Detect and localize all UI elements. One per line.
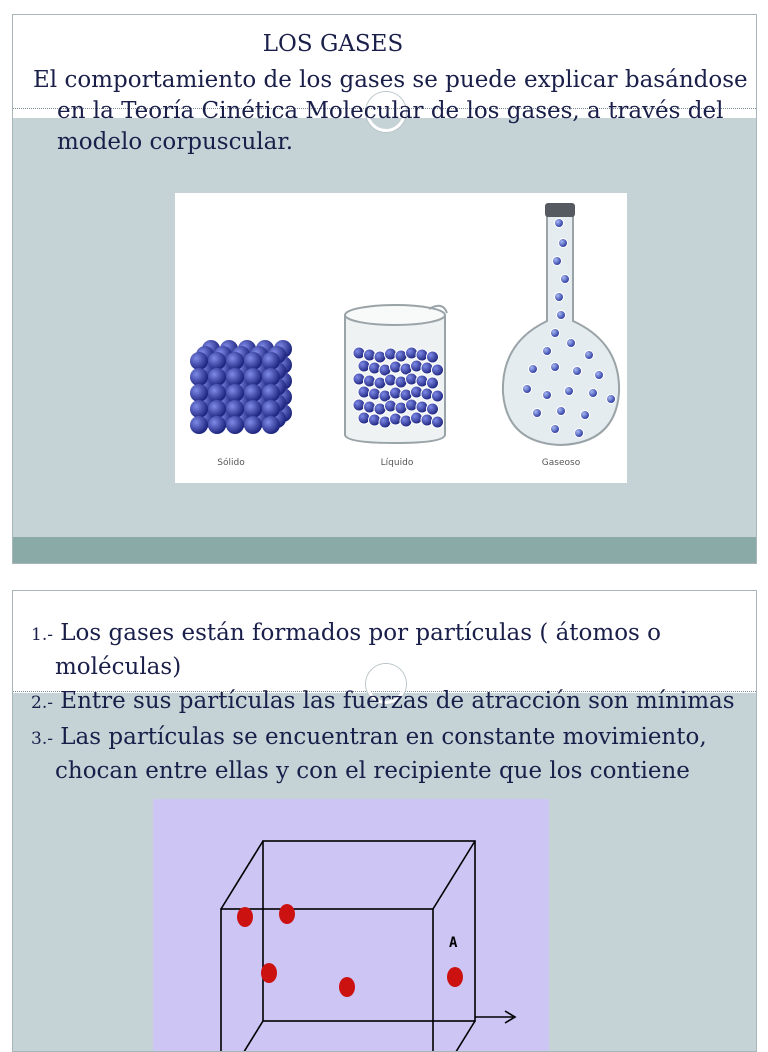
particle-dot [353,373,365,385]
particle-dot [208,384,226,402]
red-particle-dot [339,977,355,997]
particle-dot [244,416,262,434]
particle-dot [567,339,576,348]
particle-dot [555,219,564,228]
particle-dot [262,352,280,370]
particle-dot [208,368,226,386]
particle-dot [358,412,370,424]
solid-particles [190,340,292,434]
theory-postulates-list [31,617,751,789]
particle-dot [551,329,560,338]
particle-dot [190,352,208,370]
slide-1 [12,14,757,564]
particle-dot [411,360,423,372]
particle-dot [427,403,439,415]
caption-gas: Gaseoso [541,458,581,468]
intro-line-3: modelo corpuscular. [57,129,294,155]
slide-2 [12,590,757,1052]
caption-solid: Sólido [217,458,245,468]
container-box-icon [221,841,515,1052]
slide-footer-band [13,537,756,563]
particle-dot [607,395,616,404]
particle-dot [226,352,244,370]
list-text-cont: moléculas) [55,654,182,680]
particle-dot [432,416,444,428]
particle-dot [262,368,280,386]
red-particle-dot [237,907,253,927]
particle-dot [385,400,397,412]
particle-dot [244,384,262,402]
gas-container-figure [153,799,549,1052]
particle-dot [369,362,381,374]
particle-dot [226,384,244,402]
particle-dot [565,387,574,396]
gas-container-illustration [153,799,549,1052]
particle-dot [555,293,564,302]
states-of-matter-figure [175,193,627,483]
list-text: Las partículas se encuentran en constante movimiento, [52,724,707,750]
list-number: 2.- [31,693,53,713]
particle-dot [358,386,370,398]
particle-dot [262,416,280,434]
particle-dot [358,360,370,372]
particle-dot [353,347,365,359]
particle-dot [190,416,208,434]
list-item [31,617,751,683]
slide-title: LOS GASES [262,31,404,57]
intro-paragraph [33,65,753,158]
particle-dot [589,389,598,398]
intro-line-2: en la Teoría Cinética Molecular de los gases, a través del [57,98,724,124]
particle-dot [226,400,244,418]
particle-dot [553,257,562,266]
list-item [31,721,751,787]
particle-dot [244,400,262,418]
particle-dot [573,367,582,376]
particle-dot [208,400,226,418]
particle-dot [390,361,402,373]
particle-dot [244,352,262,370]
particle-dot [557,407,566,416]
particle-dot [416,401,428,413]
list-text: Los gases están formados por partículas ( átomos o [52,620,662,646]
list-item [31,685,751,719]
particle-dot [432,390,444,402]
particle-dot [561,275,570,284]
particle-dot [406,399,418,411]
particle-dot [411,412,423,424]
particle-dot [551,363,560,372]
particle-dot [543,391,552,400]
particle-dot [190,400,208,418]
particle-dot [416,375,428,387]
particle-dot [529,365,538,374]
liquid-particles [353,347,444,428]
intro-line-1: El comportamiento de los gases se puede explicar basándose [33,67,748,93]
list-number: 1.- [31,625,53,645]
particle-dot [421,362,433,374]
list-text-cont: chocan entre ellas y con el recipiente que los contiene [55,758,690,784]
particle-dot [406,373,418,385]
particle-dot [421,388,433,400]
particle-dot [523,385,532,394]
particle-dot [244,368,262,386]
particle-dot [427,351,439,363]
gas-particles-red [237,904,463,997]
particle-dot [369,388,381,400]
particle-dot [390,387,402,399]
particle-dot [208,352,226,370]
particle-dot [585,351,594,360]
particle-dot [364,349,376,361]
particle-dot [581,411,590,420]
particle-dot [369,414,381,426]
particle-dot [364,401,376,413]
particle-dot [411,386,423,398]
particle-dot [427,377,439,389]
particle-dot [406,347,418,359]
red-particle-dot [447,967,463,987]
particle-dot [390,413,402,425]
particle-dot [385,374,397,386]
list-text: Entre sus partículas las fuerzas de atracción son mínimas [52,688,735,714]
particle-dot [226,368,244,386]
particle-dot [416,349,428,361]
particle-dot [551,425,560,434]
particle-dot [262,384,280,402]
particle-dot [208,416,226,434]
particle-dot [533,409,542,418]
particle-dot [557,311,566,320]
particle-dot [364,375,376,387]
particle-dot [226,416,244,434]
particle-label: A [449,935,458,951]
particle-dot [543,347,552,356]
particle-dot [262,400,280,418]
particle-dot [190,384,208,402]
particle-dot [353,399,365,411]
list-number: 3.- [31,729,53,749]
caption-liquid: Líquido [380,458,414,468]
particle-dot [190,368,208,386]
particle-dot [595,371,604,380]
red-particle-dot [261,963,277,983]
particle-dot [421,414,433,426]
particle-dot [432,364,444,376]
particle-dot [385,348,397,360]
particle-dot [559,239,568,248]
particle-dot [575,429,584,438]
states-of-matter-illustration [175,193,627,483]
red-particle-dot [279,904,295,924]
